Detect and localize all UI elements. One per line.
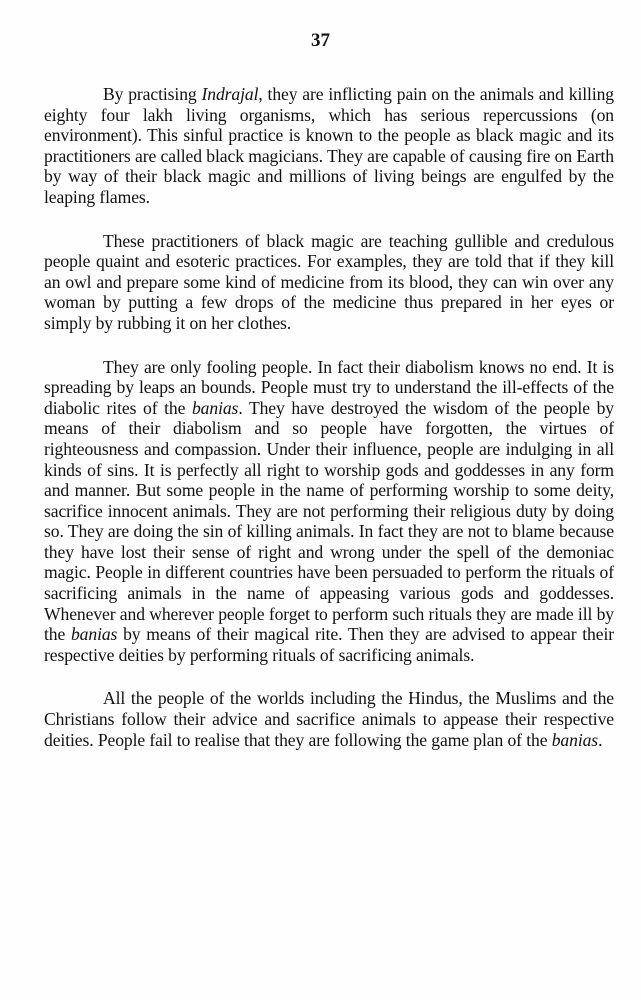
text-run: , they are inflicting pain on the animals and killing eighty four lakh living organisms, which has serious repercussions (on environment). This sinful practice is known to the people as black magic and its practitioners are called black magicians. They are capable of causing fire on Earth by way of their black magic and millions of living beings are engulfed by the leaping flames. xyxy=(44,84,614,207)
text-run: They are only fooling people. In fact their diabolism knows no end. It is spreading by leaps an bounds. People must try to understand the ill-effects of the diabolic rites of the xyxy=(44,356,614,418)
paragraph-1 xyxy=(44,84,614,208)
italic-term: Indrajal xyxy=(201,84,259,104)
page-number: 37 xyxy=(311,30,330,51)
paragraph-2 xyxy=(44,231,614,334)
paragraph-3 xyxy=(44,357,614,666)
text-run: . They have destroyed the wisdom of the people by means of their diabolism and so people have forgotten, the virtues of righteousness and compassion. Under their influence, people are indulging in all kinds of sins. It is perfectly all right to worship gods and goddesses in any form and manner. But some people in the name of performing worship to some deity, sacrifice innocent animals. They are not performing their religious duty by doing so. They are doing the sin of killing animals. In fact they are not to blame because they have lost their sense of right and wrong under the spell of the demoniac magic. People in different countries have been persuaded to perform the rituals of sacrificing animals in the name of appeasing various gods and goddesses. Whenever and wherever people forget to perform such rituals they are made ill by the xyxy=(44,397,614,645)
italic-term: banias xyxy=(70,624,118,645)
text-run: by means of their magical rite. Then they are advised to appear their respective deities by performing rituals of sacrificing animals. xyxy=(44,624,614,665)
page-body xyxy=(44,84,614,750)
italic-term: banias xyxy=(191,397,239,418)
italic-term: banias xyxy=(551,729,599,750)
text-run: . xyxy=(598,729,603,750)
text-run: By practising xyxy=(103,84,202,104)
text-run: All the people of the worlds including the Hindus, the Muslims and the Christians follow their advice and sacrifice animals to appease their respective deities. People fail to realise that they are following the game plan of the xyxy=(44,688,614,750)
text-run: These practitioners of black magic are teaching gullible and credulous people quaint and esoteric practices. For examples, they are told that if they kill an owl and prepare some kind of medicine from its blood, they can win over any woman by putting a few drops of the medicine thus prepared in her eyes or simply by rubbing it on her clothes. xyxy=(44,230,614,333)
paragraph-4 xyxy=(44,688,614,750)
